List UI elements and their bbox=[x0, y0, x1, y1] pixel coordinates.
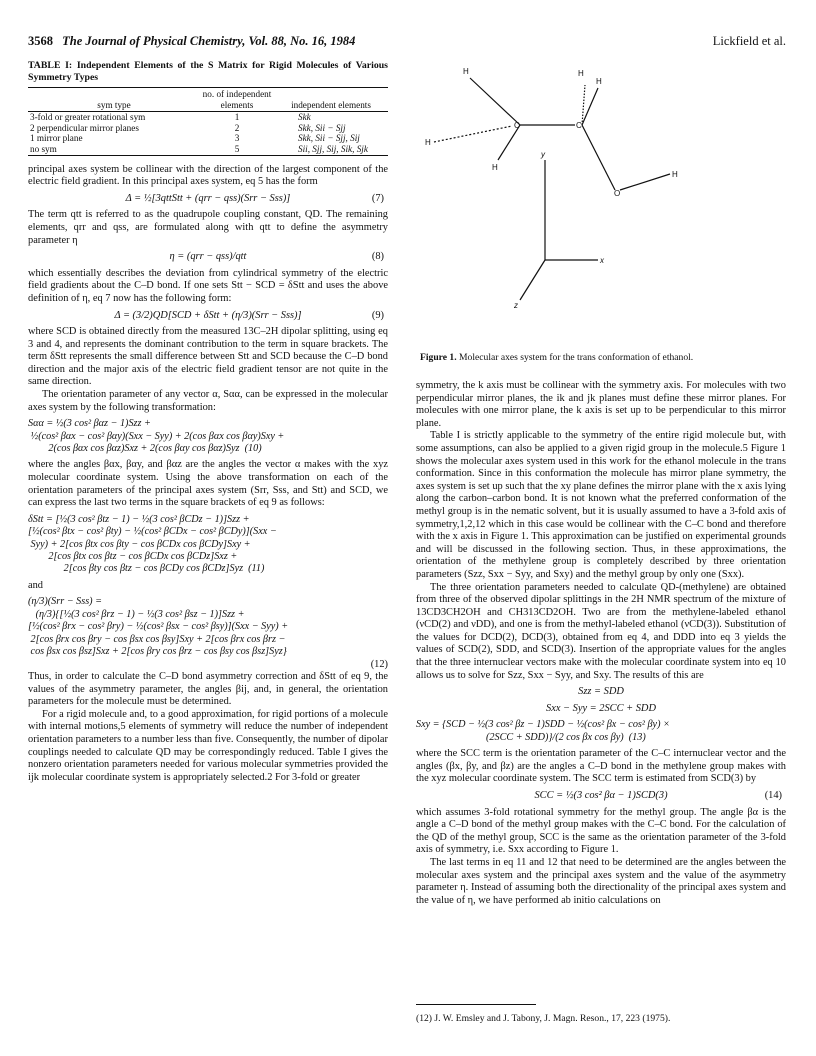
equation-number: (9) bbox=[371, 309, 384, 321]
axis-label: y bbox=[541, 150, 545, 159]
equation-text: η = (qrr − qss)/qtt bbox=[169, 251, 247, 263]
atom-label: H bbox=[425, 138, 431, 147]
journal-title: The Journal of Physical Chemistry, Vol. 88, No. 16, 1984 bbox=[62, 34, 356, 48]
running-header bbox=[28, 34, 786, 52]
left-column bbox=[28, 60, 388, 784]
figure-caption bbox=[420, 352, 786, 364]
paragraph: symmetry, the k axis must be collinear with the symmetry axis. For molecules with two perpendicular mirror planes, the ik and jk planes must define these mirror planes. For molecules with one mirror plane, the k axis is set up to be perpendicular to this mirror plane. bbox=[416, 380, 786, 429]
footnote-divider bbox=[416, 1004, 536, 1005]
equation-number: (12) bbox=[370, 658, 388, 670]
result-szz bbox=[416, 686, 786, 699]
figure-label: Figure 1. bbox=[420, 352, 457, 363]
equation-number: (7) bbox=[371, 192, 384, 204]
equation-12: (η/3)(Srr − Sss) = (η/3){[½(3 cos² βrz − 1) − ½(3 cos² βsz − 1)]Szz + [½(cos² βrx − cos² βry) − ½(cos² βsx − cos² βsy)](Sxx − Syy) + 2[cos βrx cos βry − cos βsx cos βsy]Sxy + 2[cos βrx cos βrz − cos βsx cos βsz]Sxz + 2[cos βry cos βrz − cos βsy cos βsz]Syz} bbox=[28, 596, 289, 658]
atom-label: H bbox=[578, 69, 584, 78]
paragraph: The three orientation parameters needed to calculate QD-(methylene) are obtained from three of the observed dipolar splittings in the 2H NMR spectrum of the mixture of 13CD3CH2OH and CH313CD2OH. Two are from the methylene-labeled ethanol (νCD(2) and νDD), and one is from the methyl-labeled ethanol (νCD(3)). Substitution of the values for DCD(2), DCD(3), obtained from eq 4, and DDD into eq 3 yields the values of SCD(2), SDD, and SCD(3). Insertion of the appropriate values for the angles that the three internuclear vectors make with the molecular coordinate system into eq 10 allows us to solve for Szz, Sxx − Syy, and Sxy. The results of this are bbox=[416, 581, 786, 681]
paragraph: Table I is strictly applicable to the symmetry of the entire rigid molecule but, with some assumptions, can also be applied to a given rigid group in the molecule.5 Figure 1 shows the molecular axes system used in this work for the ethanol molecule in the trans conformation. Since in this conformation the molecule has mirror plane symmetry, the axes system is set up such that the xy plane defines the mirror plane with the x axis lying along the carbon–carbon bond. It is not known what the preferred conformation of the methyl group is in the nematic solvent, but it is usually assumed to have a 3-fold axis of symmetry,1,2,12 which in this case would be collinear with the C–C bond and therefore with the x axis in Figure 1. This approximation can be justified on experimental grounds and will be discussed in the following section. Thus, in these approximations, the orientation of the methylene group is completely described by three orientation parameters (Szz, Sxx − Syy, and Sxy) and the methyl group by only one (Sxx). bbox=[416, 430, 786, 580]
equation-13-line1: Sxy = {SCD − ½(3 cos² βz − 1)SDD − ½(cos² βx − cos² βy) × bbox=[416, 719, 670, 731]
table-caption: TABLE I: Independent Elements of the S Matrix for Rigid Molecules of Various Symmetry Types bbox=[28, 60, 388, 83]
table-row bbox=[28, 112, 388, 123]
equation-9 bbox=[28, 310, 388, 323]
equation-7 bbox=[28, 193, 388, 206]
atom-label: O bbox=[614, 189, 621, 198]
figure-caption-text: Molecular axes system for the trans conformation of ethanol. bbox=[459, 352, 694, 363]
table-cell: 3-fold or greater rotational sym bbox=[30, 112, 146, 123]
equation-14 bbox=[416, 790, 786, 803]
paragraph: which essentially describes the deviation from cylindrical symmetry of the electric field gradients about the C–D bond. If one sets Stt − SCD = δStt and uses the above definition of η, eq 7 now has the following form: bbox=[28, 267, 388, 304]
paragraph: which assumes 3-fold rotational symmetry for the methyl group. The angle βα is the angle a C–D bond of the methyl group makes with the C–C bond. For the calculation of the QD of the methyl group, SCC is the same as the orientation parameter of the 3-fold axis of symmetry, i.e. Sxx according to Figure 1. bbox=[416, 806, 786, 856]
atom-label: H bbox=[463, 67, 469, 76]
table-header-sym: sym type bbox=[28, 88, 200, 112]
connector-text: and bbox=[28, 579, 44, 591]
table-cell: Skk, Sii − Sjj bbox=[298, 122, 346, 133]
equation-13-line2: (2SCC + SDD)}/(2 cos βx cos βy) (13) bbox=[486, 731, 646, 743]
result-sxx-syy bbox=[416, 703, 786, 716]
paragraph: The orientation parameter of any vector α, Sαα, can be expressed in the molecular axes system by the following transformation: bbox=[28, 389, 388, 413]
table-cell: Skk, Sii − Sjj, Sij bbox=[298, 133, 360, 144]
table-cell: 3 bbox=[234, 133, 240, 144]
paragraph: The last terms in eq 11 and 12 that need to be determined are the angles between the molecular axes system and the principal axes system and the value of the asymmetry parameter η. Instead of assuming both the directionality of the principal axes system and the value of η, we have performed ab initio calculations on bbox=[416, 857, 786, 906]
atom-label: C bbox=[514, 121, 520, 130]
atom-label: H bbox=[672, 170, 678, 179]
paragraph: where the angles βαx, βαy, and βαz are the angles the vector α makes with the xyz molecular coordinate system. Using the above transformation on each of the orientation parameters of the principal axes system (Srr, Sss, and Stt) and SCD, we can express the last two terms in the square brackets of eq 9 as follows: bbox=[28, 459, 388, 509]
equation-10: Sαα = ½(3 cos² βαz − 1)Szz + ½(cos² βαx − cos² βαy)(Sxx − Syy) + 2(cos βαx cos βαy)Sxy + 2(cos βαx cos βαz)Sxz + 2(cos βαy cos βαz)Syz (10) bbox=[28, 418, 285, 455]
table-header-count: no. of independent elements bbox=[200, 88, 274, 112]
equation-text: Δ = (3/2)QD[SCD + δStt + (η/3)(Srr − Sss)] bbox=[114, 309, 302, 321]
atom-label: C bbox=[576, 121, 582, 130]
table-cell: Skk bbox=[298, 112, 311, 123]
table-cell: no sym bbox=[28, 144, 200, 155]
equation-text: Δ = ½[3qttStt + (qrr − qss)(Srr − Sss)] bbox=[125, 192, 291, 204]
table-cell: 1 mirror plane bbox=[30, 133, 83, 144]
equation-text: SCC = ½(3 cos² βα − 1)SCD(3) bbox=[534, 790, 668, 802]
table-row bbox=[28, 133, 388, 144]
right-column bbox=[416, 380, 786, 907]
table-cell: Sii, Sjj, Sij, Sik, Sjk bbox=[274, 144, 388, 155]
table-header-elements: independent elements bbox=[274, 88, 388, 112]
table-cell: 2 perpendicular mirror planes bbox=[30, 122, 139, 133]
axis-label: x bbox=[600, 256, 604, 265]
symmetry-table bbox=[28, 87, 388, 156]
table-cell: 1 bbox=[234, 112, 240, 123]
table-cell: 2 bbox=[234, 122, 240, 133]
table-row bbox=[28, 123, 388, 134]
equation-number: (8) bbox=[371, 251, 384, 263]
equation-text: Sxx − Syy = 2SCC + SDD bbox=[546, 702, 656, 714]
paragraph: where SCD is obtained directly from the measured 13C–2H dipolar splitting, using eq 3 and 4, and represents the dominant contribution to the term in square brackets. The term δStt represents the small difference between Stt and SCD because the C–D bond direction and the major axis of the electric field gradient tensor are not quite in the same direction. bbox=[28, 326, 388, 388]
axis-label: z bbox=[514, 301, 518, 310]
footnote: (12) J. W. Emsley and J. Tabony, J. Magn. Reson., 17, 223 (1975). bbox=[416, 1013, 671, 1024]
equation-number: (14) bbox=[764, 790, 782, 802]
table-row bbox=[28, 144, 388, 155]
ethanol-axes-figure bbox=[420, 60, 780, 350]
paragraph: The term qtt is referred to as the quadrupole coupling constant, QD. The remaining elements, qrr and qss, are formulated along with qtt to define the asymmetry parameter η bbox=[28, 209, 388, 246]
equation-11: δStt = [½(3 cos² βtz − 1) − ½(3 cos² βCDz − 1)]Szz + [½(cos² βtx − cos² βty) − ½(cos² βCDx − cos² βCDy)](Sxx − Syy) + 2[cos βtx cos βty − cos βCDx cos βCDy]Sxy + 2[cos βtx cos βtz − cos βCDx cos βCDz]Sxz + 2[cos βty cos βtz − cos βCDy cos βCDz]Syz (11) bbox=[28, 513, 277, 575]
atom-label: H bbox=[492, 163, 498, 172]
equation-8 bbox=[28, 251, 388, 264]
equation-text: Szz = SDD bbox=[578, 686, 624, 698]
atom-label: H bbox=[596, 77, 602, 86]
page-number: 3568 bbox=[28, 34, 53, 48]
paragraph: For a rigid molecule and, to a good approximation, for rigid portions of a molecule with internal motions,5 elements of symmetry will reduce the number of independent orientation parameters to a number less than five. Consequently, the number of dipolar couplings needed to calculate QD may be correspondingly reduced. Table I gives the nonzero orientation parameters needed for various molecular symmetries provided the ijk molecular coordinate system is appropriately selected.2 For 3-fold or greater bbox=[28, 708, 389, 783]
table-cell: 5 bbox=[200, 144, 274, 155]
running-authors: Lickfield et al. bbox=[712, 34, 786, 48]
paragraph: principal axes system be collinear with the direction of the largest component of the electric field gradient. In this principal axes system, eq 5 has the form bbox=[28, 163, 388, 188]
paragraph: Thus, in order to calculate the C–D bond asymmetry correction and δStt of eq 9, the values of the asymmetry parameter, the angles βij, and, in general, the orientation parameters for the molecule must be determined. bbox=[28, 671, 388, 708]
paragraph: where the SCC term is the orientation parameter of the C–C internuclear vector and the angles (βx, βy, and βz) are the angles a C–D bond in the methylene group makes with the xyz molecular coordinate system. The SCC term is estimated from SCD(3) by bbox=[416, 748, 786, 785]
